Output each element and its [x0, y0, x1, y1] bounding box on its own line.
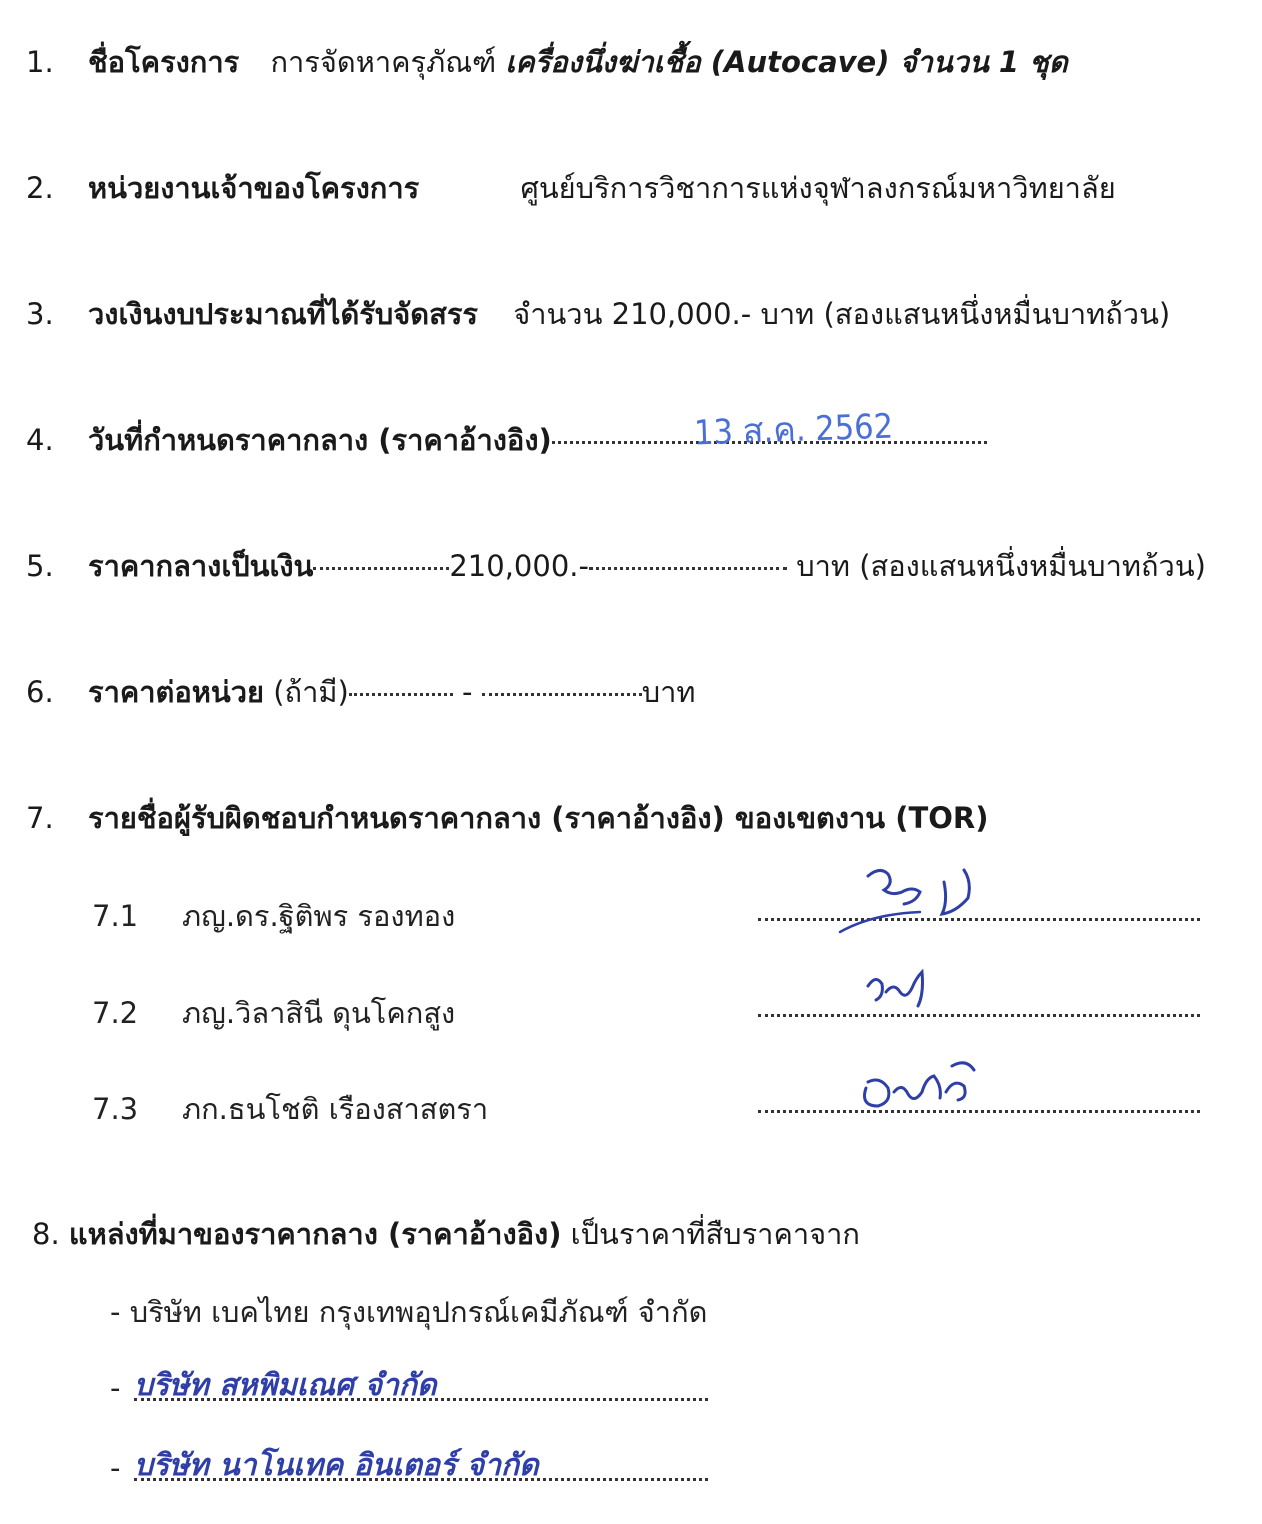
person-row	[92, 896, 455, 936]
signature-2	[862, 964, 942, 1014]
fill-dots	[313, 567, 449, 570]
item-text: การจัดหาครุภัณฑ์	[270, 45, 497, 79]
person-number: 7.1	[92, 899, 139, 933]
item-2	[26, 168, 1116, 208]
item-label: วงเงินงบประมาณที่ได้รับจัดสรร	[88, 297, 478, 331]
item-label: รายชื่อผู้รับผิดชอบกำหนดราคากลาง (ราคาอ้างอิง) ของเขตงาน (TOR)	[88, 801, 989, 835]
item-number: 2.	[26, 171, 54, 205]
item-unit: บาท	[641, 675, 696, 709]
item-1	[26, 42, 1068, 82]
item-3	[26, 294, 1170, 334]
fill-dots	[482, 693, 642, 696]
source-row	[110, 1448, 120, 1488]
person-name: ภญ.วิลาสินี ดุนโคกสูง	[182, 996, 456, 1030]
item-text: ศูนย์บริการวิชาการแห่งจุฬาลงกรณ์มหาวิทยาลัย	[520, 171, 1116, 205]
item-number: 4.	[26, 423, 54, 457]
item-text: จำนวน 210,000.- บาท (สองแสนหนึ่งหมื่นบาทถ้วน)	[513, 297, 1171, 331]
person-number: 7.2	[92, 996, 139, 1030]
source-prefix: -	[110, 1295, 121, 1329]
signature-3	[856, 1052, 986, 1114]
source-prefix: -	[110, 1371, 121, 1405]
item-number: 7.	[26, 801, 54, 835]
person-row	[92, 1089, 488, 1129]
item-number: 6.	[26, 675, 54, 709]
person-name: ภก.ธนโชติ เรืองสาสตรา	[182, 1092, 489, 1126]
source-name: บริษัท เบคไทย กรุงเทพอุปกรณ์เคมีภัณฑ์ จำกัด	[129, 1295, 708, 1329]
item-number: 3.	[26, 297, 54, 331]
item-label: แหล่งที่มาของราคากลาง (ราคาอ้างอิง)	[68, 1217, 562, 1251]
item-dash: -	[462, 675, 473, 709]
item-number: 1.	[26, 45, 54, 79]
person-row	[92, 993, 455, 1033]
item-label: หน่วยงานเจ้าของโครงการ	[88, 171, 420, 205]
item-7	[26, 798, 989, 838]
item-text: เป็นราคาที่สืบราคาจาก	[570, 1217, 860, 1251]
item-number: 5.	[26, 549, 54, 583]
handwritten-source: บริษัท นาโนเทค อินเตอร์ จำกัด	[134, 1448, 539, 1483]
signature-line	[758, 1014, 1200, 1017]
item-paren: (ถ้ามี)	[273, 675, 349, 709]
amount-value: 210,000.-	[449, 549, 589, 583]
item-label: ชื่อโครงการ	[88, 45, 240, 79]
item-8	[32, 1214, 860, 1254]
date-stamp: 13 ส.ค. 2562	[693, 406, 894, 454]
item-label: ราคาต่อหน่วย	[88, 675, 265, 709]
fill-dots	[589, 567, 787, 570]
person-name: ภญ.ดร.ฐิติพร รองทอง	[182, 899, 456, 933]
person-number: 7.3	[92, 1092, 139, 1126]
handwritten-source: บริษัท สหพิมเณศ จำกัด	[134, 1368, 437, 1403]
item-label: วันที่กำหนดราคากลาง (ราคาอ้างอิง)	[88, 423, 552, 457]
source-prefix: -	[110, 1451, 121, 1485]
signature-1	[832, 862, 992, 942]
item-5	[26, 546, 1206, 586]
source-row	[110, 1368, 120, 1408]
item-text: บาท (สองแสนหนึ่งหมื่นบาทถ้วน)	[796, 549, 1206, 583]
item-label: ราคากลางเป็นเงิน	[88, 549, 314, 583]
item-6	[26, 672, 696, 712]
source-row	[110, 1292, 707, 1332]
fill-dots	[349, 693, 453, 696]
item-italic-text: เครื่องนึ่งฆ่าเชื้อ (Autocave) จำนวน 1 ชุด	[505, 45, 1068, 79]
item-number: 8.	[32, 1217, 60, 1251]
